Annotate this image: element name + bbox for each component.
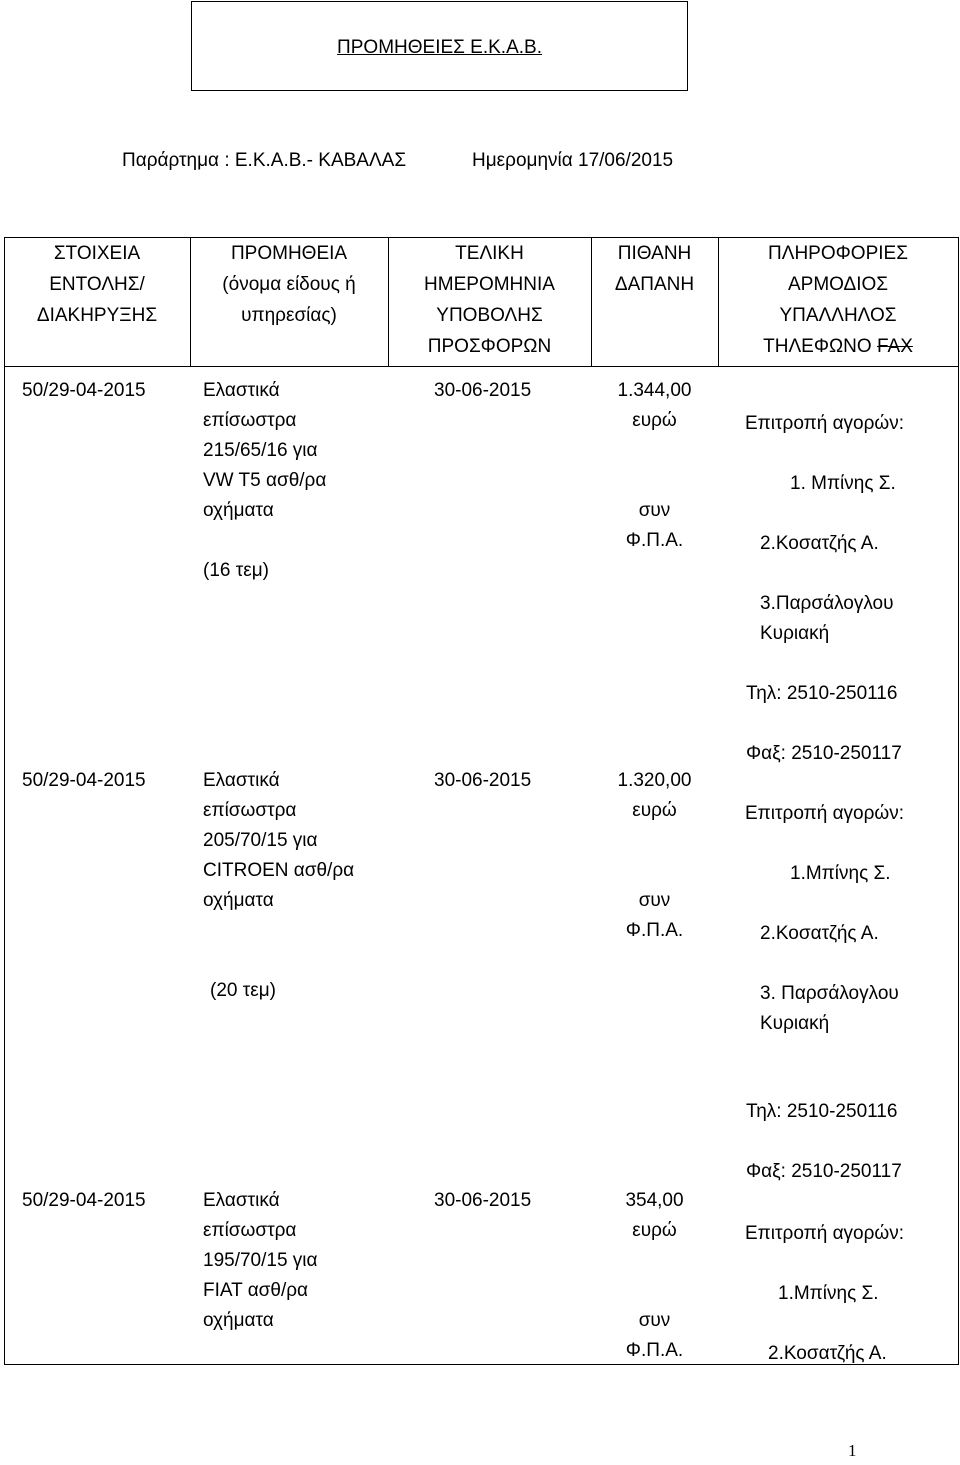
fax-number: Φαξ: 2510-250117 xyxy=(746,743,902,764)
header-deadline: ΤΕΛΙΚΗ ΗΜΕΡΟΜΗΝΙΑ ΥΠΟΒΟΛΗΣ ΠΡΟΣΦΟΡΩΝ xyxy=(424,243,555,357)
committee-member: 1.Μπίνης Σ. xyxy=(790,863,891,884)
item-name: 215/65/16 για xyxy=(203,440,318,461)
cost-currency: ευρώ xyxy=(632,1220,677,1241)
cost-currency: ευρώ xyxy=(632,800,677,821)
item-name: Ελαστικά xyxy=(203,1190,280,1211)
item-name: VW T5 ασθ/ρα xyxy=(203,470,327,491)
committee-member: 2.Κοσατζής Α. xyxy=(768,1343,887,1364)
cost-vat: Φ.Π.Α. xyxy=(625,530,684,551)
item-quantity: (16 τεμ) xyxy=(203,560,269,581)
phone-number: Τηλ: 2510-250116 xyxy=(746,1101,898,1122)
item-name: Ελαστικά xyxy=(203,380,280,401)
committee-member: 1. Μπίνης Σ. xyxy=(790,473,896,494)
cost-amount: 1.344,00 xyxy=(617,380,692,401)
item-name: οχήματα xyxy=(203,1310,274,1331)
cost-note: συν xyxy=(638,890,671,911)
deadline-date: 30-06-2015 xyxy=(434,770,532,791)
cost-amount: 1.320,00 xyxy=(617,770,692,791)
order-number: 50/29-04-2015 xyxy=(22,380,146,401)
date-label: Ημερομηνία 17/06/2015 xyxy=(472,150,674,171)
item-name: CITROEN ασθ/ρα xyxy=(203,860,355,881)
item-name: οχήματα xyxy=(203,890,274,911)
committee-member: 3.Παρσάλογλου xyxy=(760,593,894,614)
branch-label: Παράρτημα : Ε.Κ.Α.Β.- ΚΑΒΑΛΑΣ xyxy=(122,150,407,171)
committee-member-firstname: Κυριακή xyxy=(760,1013,830,1034)
page-number: 1 xyxy=(848,1441,857,1460)
committee-member: 1.Μπίνης Σ. xyxy=(778,1283,879,1304)
header-cost: ΠΙΘΑΝΗ ΔΑΠΑΝΗ xyxy=(614,243,695,295)
header-info: ΠΛΗΡΟΦΟΡΙΕΣ ΑΡΜΟΔΙΟΣ ΥΠΑΛΛΗΛΟΣ ΤΗΛΕΦΩΝΟ FAX xyxy=(763,243,913,357)
committee-label: Επιτροπή αγορών: xyxy=(745,413,905,434)
committee-label: Επιτροπή αγορών: xyxy=(745,803,905,824)
deadline-date: 30-06-2015 xyxy=(434,1190,532,1211)
committee-member-firstname: Κυριακή xyxy=(760,623,830,644)
title-box xyxy=(191,1,688,91)
committee-member: 2.Κοσατζής Α. xyxy=(760,923,879,944)
item-name: οχήματα xyxy=(203,500,274,521)
item-name: επίσωστρα xyxy=(203,800,297,821)
item-name: Ελαστικά xyxy=(203,770,280,791)
item-name: FIAT ασθ/ρα xyxy=(203,1280,309,1301)
order-number: 50/29-04-2015 xyxy=(22,1190,146,1211)
order-number: 50/29-04-2015 xyxy=(22,770,146,791)
item-name: 195/70/15 για xyxy=(203,1250,318,1271)
table-right-border xyxy=(958,237,959,1365)
page-title: ΠΡΟΜΗΘΕΙΕΣ Ε.Κ.Α.Β. xyxy=(337,37,542,58)
cost-note: συν xyxy=(638,500,671,521)
table-left-border xyxy=(4,237,5,1365)
cost-currency: ευρώ xyxy=(632,410,677,431)
cost-vat: Φ.Π.Α. xyxy=(625,920,684,941)
deadline-date: 30-06-2015 xyxy=(434,380,532,401)
cost-vat: Φ.Π.Α. xyxy=(625,1340,684,1361)
item-name: επίσωστρα xyxy=(203,1220,297,1241)
fax-number: Φαξ: 2510-250117 xyxy=(746,1161,902,1182)
cost-note: συν xyxy=(638,1310,671,1331)
phone-number: Τηλ: 2510-250116 xyxy=(746,683,898,704)
item-quantity: (20 τεμ) xyxy=(210,980,276,1001)
item-name: 205/70/15 για xyxy=(203,830,318,851)
cost-amount: 354,00 xyxy=(625,1190,684,1211)
header-bottom-border xyxy=(4,366,959,367)
item-name: επίσωστρα xyxy=(203,410,297,431)
committee-member: 2.Κοσατζής Α. xyxy=(760,533,879,554)
header-order: ΣΤΟΙΧΕΙΑ ΕΝΤΟΛΗΣ/ ΔΙΑΚΗΡΥΞΗΣ xyxy=(36,243,158,326)
header-item: ΠΡΟΜΗΘΕΙΑ (όνομα είδους ή υπηρεσίας) xyxy=(222,243,356,326)
committee-label: Επιτροπή αγορών: xyxy=(745,1223,905,1244)
committee-member: 3. Παρσάλογλου xyxy=(760,983,899,1004)
